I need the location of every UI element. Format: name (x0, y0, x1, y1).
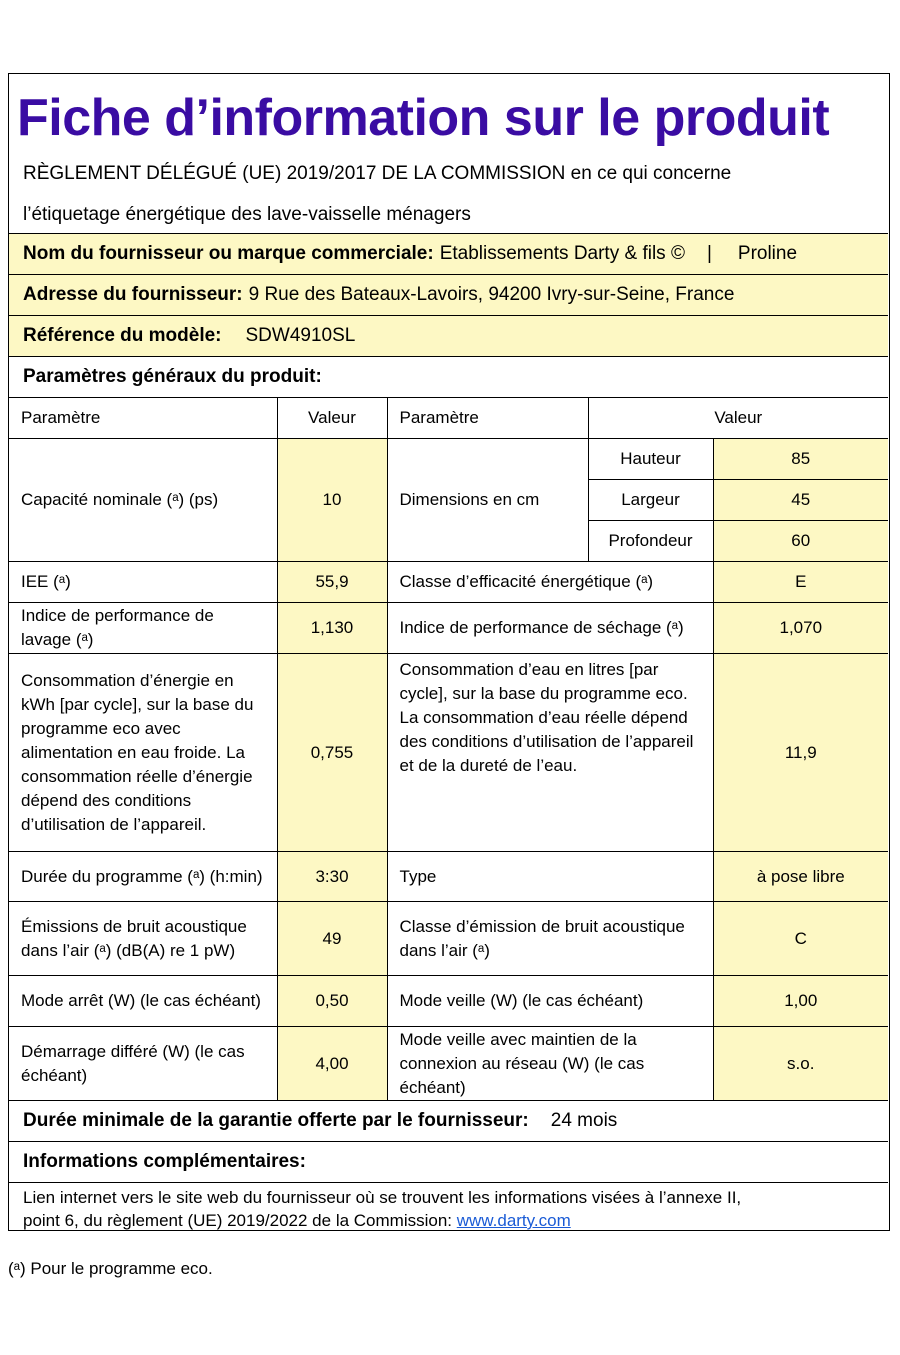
networked-standby-value: s.o. (713, 1027, 888, 1101)
address-value: 9 Rue des Bateaux-Lavoirs, 94200 Ivry-sur-Seine, France (248, 284, 735, 305)
delay-start-value: 4,00 (277, 1027, 387, 1101)
parameters-table (9, 397, 888, 1101)
general-params-heading: Paramètres généraux du produit: (23, 366, 322, 387)
networked-standby-label: Mode veille avec maintien de la connexion au réseau (W) (le cas échéant) (387, 1027, 713, 1101)
iee-label: IEE (ᵃ) (9, 562, 277, 603)
capacity-value: 10 (277, 439, 387, 562)
additional-info-heading-row (9, 1141, 888, 1182)
model-label: Référence du modèle: (23, 325, 222, 346)
table-row (9, 852, 888, 902)
supplier-separator: | (706, 243, 712, 264)
table-row (9, 1027, 888, 1101)
noise-value: 49 (277, 902, 387, 976)
regulation-line-2: l’étiquetage énergétique des lave-vaisselle ménagers (23, 204, 471, 225)
width-value: 45 (713, 480, 888, 521)
table-row (9, 603, 888, 654)
additional-info-line-1: Lien internet vers le site web du fournisseur où se trouvent les informations visées à l’annexe II, (23, 1188, 742, 1207)
water-consumption-label: Consommation d’eau en litres [par cycle], sur la base du programme eco. La consommation d’eau réelle dépend des conditions d’utilisation de l’appareil et de la dureté de l’eau. (387, 654, 713, 852)
warranty-label: Durée minimale de la garantie offerte par le fournisseur: (23, 1110, 529, 1131)
iee-value: 55,9 (277, 562, 387, 603)
supplier-value: Etablissements Darty & fils © (439, 243, 685, 264)
model-row (9, 315, 888, 356)
delay-start-label: Démarrage différé (W) (le cas échéant) (9, 1027, 277, 1101)
width-label: Largeur (588, 480, 713, 521)
standby-label: Mode veille (W) (le cas échéant) (387, 976, 713, 1027)
dimensions-label: Dimensions en cm (387, 439, 588, 562)
table-row (9, 902, 888, 976)
energy-class-label: Classe d’efficacité énergétique (ᵃ) (387, 562, 713, 603)
table-header-row (9, 398, 888, 439)
header-param-1: Paramètre (9, 398, 277, 439)
header-param-2: Paramètre (387, 398, 588, 439)
regulation-line-1: RÈGLEMENT DÉLÉGUÉ (UE) 2019/2017 DE LA COMMISSION en ce qui concerne (23, 163, 732, 184)
noise-label: Émissions de bruit acoustique dans l’air (ᵃ) (dB(A) re 1 pW) (9, 902, 277, 976)
off-mode-label: Mode arrêt (W) (le cas échéant) (9, 976, 277, 1027)
dry-index-value: 1,070 (713, 603, 888, 654)
capacity-label: Capacité nominale (ᵃ) (ps) (9, 439, 277, 562)
footnote: (ᵃ) Pour le programme eco. (8, 1259, 213, 1278)
additional-info-text (9, 1182, 888, 1230)
dry-index-label: Indice de performance de séchage (ᵃ) (387, 603, 713, 654)
warranty-row (9, 1100, 888, 1141)
model-value: SDW4910SL (245, 325, 356, 346)
wash-index-label: Indice de performance de lavage (ᵃ) (9, 603, 277, 654)
additional-info-line-2 (23, 1209, 888, 1232)
energy-consumption-value: 0,755 (277, 654, 387, 852)
table-row (9, 654, 888, 852)
depth-value: 60 (713, 521, 888, 562)
table-row (9, 439, 888, 480)
water-consumption-value: 11,9 (713, 654, 888, 852)
address-row (9, 274, 888, 315)
energy-class-value: E (713, 562, 888, 603)
header-value-1: Valeur (277, 398, 387, 439)
supplier-label: Nom du fournisseur ou marque commerciale: (23, 243, 434, 264)
type-value: à pose libre (713, 852, 888, 902)
energy-consumption-label: Consommation d’énergie en kWh [par cycle], sur la base du programme eco avec alimentation en eau froide. La consommation réelle d’énergie dépend des conditions d’utilisation de l’appareil. (9, 654, 277, 852)
general-params-heading-row (9, 356, 888, 397)
additional-info-line-2-text: point 6, du règlement (UE) 2019/2022 de la Commission: (23, 1211, 453, 1230)
table-row (9, 562, 888, 603)
duration-label: Durée du programme (ᵃ) (h:min) (9, 852, 277, 902)
noise-class-label: Classe d’émission de bruit acoustique dans l’air (ᵃ) (387, 902, 713, 976)
supplier-brand: Proline (737, 243, 798, 264)
type-label: Type (387, 852, 713, 902)
warranty-value: 24 mois (550, 1110, 618, 1131)
table-row (9, 976, 888, 1027)
address-label: Adresse du fournisseur: (23, 284, 243, 305)
product-information-sheet (8, 73, 890, 1231)
supplier-row (9, 233, 888, 274)
header-value-2: Valeur (588, 398, 888, 439)
off-mode-value: 0,50 (277, 976, 387, 1027)
noise-class-value: C (713, 902, 888, 976)
depth-label: Profondeur (588, 521, 713, 562)
duration-value: 3:30 (277, 852, 387, 902)
page-title: Fiche d’information sur le produit (17, 89, 830, 147)
additional-info-heading: Informations complémentaires: (23, 1151, 306, 1172)
height-value: 85 (713, 439, 888, 480)
wash-index-value: 1,130 (277, 603, 387, 654)
height-label: Hauteur (588, 439, 713, 480)
supplier-website-link[interactable]: www.darty.com (456, 1211, 571, 1230)
standby-value: 1,00 (713, 976, 888, 1027)
